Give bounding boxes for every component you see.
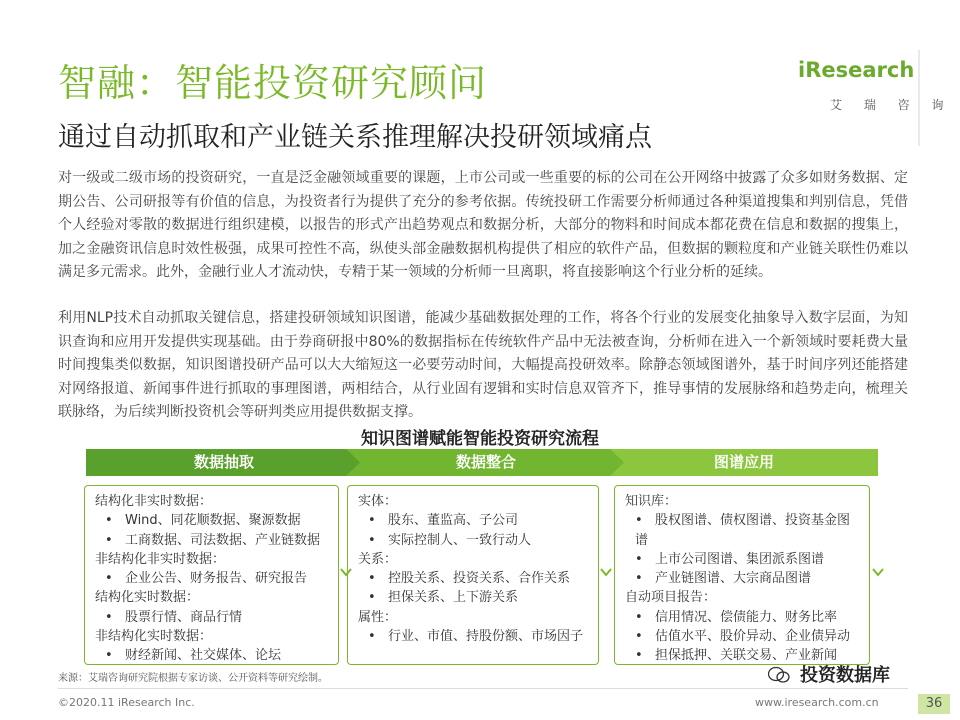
- list-item: • 行业、市值、持股份额、市场因子: [358, 627, 588, 646]
- page-number: 36: [918, 694, 950, 714]
- stage-data-extraction: [86, 449, 362, 476]
- list-item: • 企业公告、财务报告、研究报告: [95, 569, 328, 588]
- stage-label: 图谱应用: [713, 453, 774, 471]
- page-title: 智融：智能投资研究顾问: [58, 61, 488, 105]
- list-item: • 股东、董监高、子公司: [358, 511, 588, 530]
- list-item: • 上市公司图谱、集团派系图谱: [625, 550, 859, 569]
- box-heading: 非结构化非实时数据：: [95, 551, 226, 567]
- list-item: • Wind、同花顺数据、聚源数据: [95, 511, 328, 530]
- body-paragraph-2: 利用NLP技术自动抓取关键信息，搭建投研领域知识图谱，能减少基础数据处理的工作，将各个行业的发展变化抽象导入数字层面，为知识查询和应用开发提供实现基础。由于券商研报中80%的数据指标在传统软件产品中无法被查询，分析师在进入一个新领域时要耗费大量时间搜集类似数据，知识图谱投研产品可以大大缩短这一必要劳动时间，大幅提高投研效率。除静态领域图谱外，基于时间序列还能搭建对网络报道、新闻事件进行抓取的事理图谱，两相结合，从行业固有逻辑和实时信息双管齐下，推导事情的发展脉络和趋势走向，梳理关联脉络，为后续判断投资机会等研判类应用提供数据支撑。: [58, 310, 908, 420]
- source-note: 来源：艾瑞咨询研究院根据专家访谈、公开资料等研究绘制。: [58, 673, 328, 684]
- list-item: • 股票行情、商品行情: [95, 608, 328, 627]
- list-item: • 控股关系、投资关系、合作关系: [358, 569, 588, 588]
- iresearch-logo: iResearch: [798, 58, 915, 82]
- flow-title: 知识图谱赋能智能投资研究流程: [361, 429, 599, 449]
- list-item: • 股权图谱、债权图谱、投资基金图谱: [625, 511, 859, 550]
- box-heading: 结构化非实时数据：: [95, 494, 213, 509]
- list-item: • 估值水平、股价异动、企业债异动: [625, 627, 859, 646]
- website-link[interactable]: www.iresearch.com.cn: [755, 696, 879, 709]
- list-item: • 担保关系、上下游关系: [358, 588, 588, 607]
- wechat-icon: [768, 666, 790, 684]
- list-item: • 工商数据、司法数据、产业链数据: [95, 531, 328, 550]
- list-item: • 产业链图谱、大宗商品图谱: [625, 569, 859, 588]
- stage-label: 数据整合: [455, 453, 516, 471]
- list-item: • 担保抵押、关联交易、产业新闻: [625, 646, 859, 665]
- iresearch-logo-cn: 艾 瑞 咨 询: [830, 98, 953, 112]
- chevron-down-icon: [340, 566, 352, 578]
- footer-divider: [58, 688, 908, 689]
- integration-box: [347, 485, 599, 665]
- box-heading: 结构化实时数据：: [95, 590, 200, 606]
- chevron-down-icon: [600, 566, 612, 578]
- box-heading: 关系：: [358, 551, 398, 567]
- box-heading: 自动项目报告：: [625, 590, 717, 606]
- application-box: [614, 485, 870, 665]
- stage-data-integration: [346, 449, 626, 476]
- body-paragraph-1: 对一级或二级市场的投资研究，一直是泛金融领域重要的课题，上市公司或一些重要的标的公司在公开网络中披露了众多如财务数据、定期公告、公司研报等有价值的信息，为投资者行为提供了充分的参考依据。传统投研工作需要分析师通过各种渠道搜集和判别信息，凭借个人经验对零散的数据进行组织建模，以报告的形式产出趋势观点和数据分析，大部分的物料和时间成本都花费在信息和数据的搜集上，加之金融资讯信息时效性极强，成果可控性不高，纵使头部金融数据机构提供了相应的软件产品，但数据的颗粒度和产业链关联性仍难以满足多元需求。此外，金融行业人才流动快，专精于某一领域的分析师一旦离职，将直接影响这个行业分析的延续。: [58, 170, 908, 280]
- watermark-text: 投资数据库: [800, 665, 890, 686]
- list-item: • 财经新闻、社交媒体、论坛: [95, 646, 328, 665]
- box-heading: 非结构化实时数据：: [95, 629, 213, 645]
- copyright-text: ©2020.11 iResearch Inc.: [58, 696, 195, 709]
- box-heading: 知识库：: [625, 494, 678, 509]
- box-heading: 实体：: [358, 494, 398, 509]
- page-subtitle: 通过自动抓取和产业链关系推理解决投研领域痛点: [58, 122, 652, 153]
- stage-graph-application: [610, 449, 878, 476]
- stage-label: 数据抽取: [193, 453, 254, 471]
- extraction-box: [84, 485, 339, 665]
- chevron-down-icon: [872, 566, 884, 578]
- box-heading: 属性：: [358, 609, 398, 625]
- list-item: • 实际控制人、一致行动人: [358, 531, 588, 550]
- list-item: • 信用情况、偿债能力、财务比率: [625, 608, 859, 627]
